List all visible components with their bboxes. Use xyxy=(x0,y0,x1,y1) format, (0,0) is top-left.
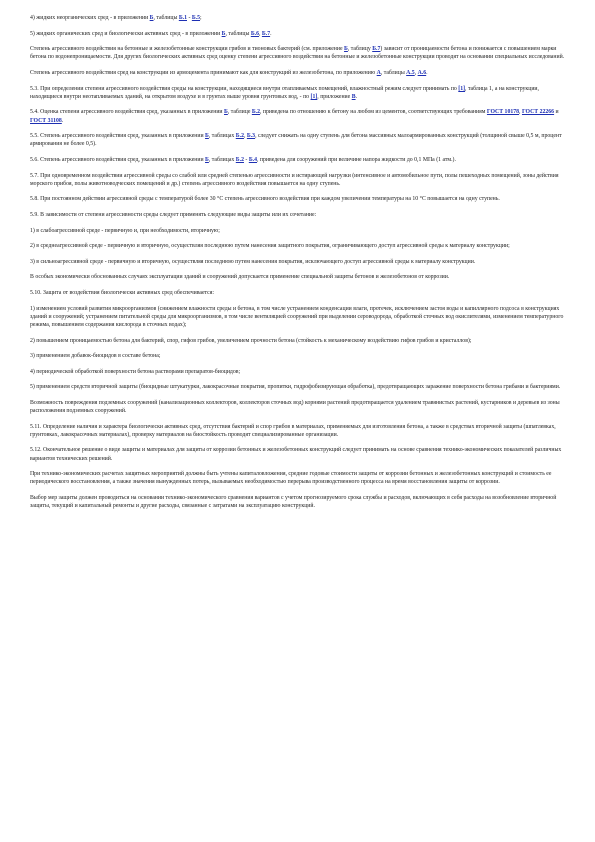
paragraph xyxy=(30,30,570,38)
paragraph xyxy=(30,273,570,281)
paragraph xyxy=(30,368,570,376)
paragraph-text: Выбор мер защиты должен проводиться на основании технико-экономического сравнения вариантов с учетом прогнозируемого срока службы и расходов, включающих в себя расходы на возобновление вторичной защиты, текущий и капитальный ремонты и другие расходы, связанные с затратами на эксплуатацию конструкций. xyxy=(30,495,557,510)
paragraph-text: 3) в сильноагрессивной среде - первичную и вторичную, осуществляя последнюю путем нанесения покрытия, исключающего доступ агрессивной среды к материалу конструкции. xyxy=(30,258,476,265)
paragraph-text: 5.11. Определение наличия и характера биологически активных сред, отсутствия бактерий и спор грибов в материалах, применяемых для изготовления бетона, а также в средствах вторичной защиты (шпатлевках, грунтовках, лакокрасочных материалах), проверку материалов на биостойкость проводят специализированные организации. xyxy=(30,423,556,438)
paragraph xyxy=(30,399,570,415)
reference-link[interactable]: [1] xyxy=(310,93,318,100)
paragraph-text: , приведена по отношению к бетону на любом из цементов, соответствующих требованиям xyxy=(260,109,487,116)
reference-link[interactable]: Б.5 xyxy=(191,15,201,21)
paragraph-text: 5.7. При одновременном воздействии агрессивной среды со слабой или средней степенью агрессивности и истирающей нагрузки (интенсивное и автомобильное пути, полы пешеходных помещений, зоны действия морского прибоя, полы животноводческих помещений и др.) степень агрессивного воздействия повышается на одну ступень. xyxy=(30,172,559,187)
reference-link[interactable]: Б xyxy=(205,133,209,140)
paragraph-text: 5.8. При постоянном действии агрессивной среды с температурой более 30 °C степень агрессивного воздействия при каждом увеличении температуры на 10 °C повышается на одну ступень. xyxy=(30,196,500,203)
paragraph-text: 5) применением средств вторичной защиты (биоцидные штукатурки, лакокрасочные покрытия, пропитки, гидрофобизирующая обработка), предотвращающих заражение поверхности бетона грибами и бактериями. xyxy=(30,384,561,391)
reference-link[interactable]: [1] xyxy=(458,85,466,92)
paragraph-text: Возможность повреждения подземных сооружений (канализационных коллекторов, коллекторов сточных вод) корнями растений предотвращается удалением травянистых растений, кустарников и деревьев из зоны расположения подземных сооружений. xyxy=(30,399,560,415)
paragraph xyxy=(30,242,570,250)
paragraph-text: В особых экономически обоснованных случаях эксплуатации зданий и сооружений допускается применение специальной защиты бетонов и железобетонов от коррозии. xyxy=(30,274,450,281)
paragraph xyxy=(30,258,570,266)
reference-link[interactable]: Б.1 xyxy=(178,15,187,21)
paragraph-text: и xyxy=(554,109,559,116)
paragraph-text: При технико-экономических расчетах защитных мероприятий должны быть учтены капиталовложения, средние годовые стоимости защиты от коррозии бетонных и железобетонных конструкций и стоимость ее периодического восстановления, а также значения вынужденных потерь, вызываемых необходимостью перерыва производственного процесса на время восстановления защиты от коррозии. xyxy=(30,471,552,486)
paragraph xyxy=(30,494,570,510)
paragraph xyxy=(30,108,570,124)
paragraph-text: 5.10. Защита от воздействия биологически активных сред обеспечивается: xyxy=(30,289,214,296)
paragraph-text: . xyxy=(355,93,358,100)
paragraph-text: , таблицы xyxy=(225,30,251,37)
reference-link[interactable]: Б xyxy=(221,30,226,37)
paragraph-text: ; xyxy=(200,15,202,21)
paragraph xyxy=(30,423,570,439)
paragraph-text: 1) в слабоагрессивной среде - первичную и, при необходимости, вторичную; xyxy=(30,227,220,234)
reference-link[interactable]: Б.2 xyxy=(251,109,261,116)
paragraph xyxy=(30,446,570,462)
paragraph-text: 2) повышением проницаемостью бетона для бактерий, спор, гифов грибов, увеличением прочности бетона (стойкость к механическому воздействию гифов грибов и кристаллов); xyxy=(30,337,472,344)
paragraph-text: 4) периодической обработкой поверхности бетона растворами препаратов-биоцидов; xyxy=(30,368,241,375)
reference-link[interactable]: Б xyxy=(344,46,348,53)
paragraph-text: , xyxy=(259,30,262,37)
paragraph-text: , xyxy=(243,133,247,140)
paragraph-text: - xyxy=(187,15,192,21)
document-page xyxy=(30,14,570,518)
paragraph-text: , таблицах xyxy=(208,133,236,140)
paragraph-text: , таблица 1, а на конструкции, находящиеся внутри неотапливаемых зданий, на открытом воздухе и в грунтах выше уровня грунтовых вод, - по xyxy=(30,85,539,100)
paragraph xyxy=(30,352,570,360)
paragraph xyxy=(30,172,570,188)
paragraph-text: ) зависит от проницаемости бетона и понижается с повышением марки бетона по водонепроницаемости. Для других биологических активных сред оценку степени агрессивного воздействия на бетонные и железобетонные конструкции проводят на основании специальных исследований. xyxy=(30,46,565,61)
paragraph xyxy=(30,69,570,77)
paragraph-text: . xyxy=(270,30,272,37)
reference-link[interactable]: А xyxy=(376,69,381,76)
paragraph xyxy=(30,337,570,345)
paragraph-text: , таблице xyxy=(227,109,252,116)
paragraph xyxy=(30,195,570,203)
paragraph-text: , приведена для сооружений при величине напора жидкости до 0,1 МПа (1 атм.). xyxy=(257,156,456,163)
paragraph xyxy=(30,132,570,148)
paragraph-text: 3) применением добавок-биоцидов в составе бетона; xyxy=(30,353,161,360)
reference-link[interactable]: Б xyxy=(205,156,209,163)
paragraph xyxy=(30,14,570,22)
reference-link[interactable]: В xyxy=(351,93,356,100)
paragraph-text: 5.9. В зависимости от степени агрессивности среды следует применять следующие виды защиты или их сочетание: xyxy=(30,211,317,218)
reference-link[interactable]: Б.6 xyxy=(250,30,259,37)
reference-link[interactable]: Б.3 xyxy=(246,133,256,140)
paragraph-text: . xyxy=(61,117,64,124)
paragraph-text: 5.4. Оценка степени агрессивного воздействия сред, указанных в приложении xyxy=(30,109,224,116)
paragraph xyxy=(30,383,570,391)
paragraph xyxy=(30,156,570,164)
reference-link[interactable]: Б.7 xyxy=(261,30,271,37)
paragraph xyxy=(30,85,570,101)
paragraph-text: . xyxy=(426,69,428,76)
paragraph-text: 5.5. Степень агрессивного воздействия сред, указанных в приложении xyxy=(30,133,206,140)
paragraph-text: 5) жидких органических сред и биологически активных сред - в приложении xyxy=(30,30,222,37)
paragraph xyxy=(30,305,570,330)
paragraph-text: , таблицы xyxy=(380,69,407,76)
paragraph xyxy=(30,470,570,486)
reference-link[interactable]: Б.2 xyxy=(235,133,244,140)
paragraph xyxy=(30,289,570,297)
reference-link[interactable]: А.5 xyxy=(406,69,415,76)
paragraph-text: , следует снижать на одну ступень для бетона массивных малоармированных конструкций (толщиной свыше 0,5 м, процент армирования не более 0,5). xyxy=(30,133,562,148)
paragraph-text: 5.6. Степень агрессивного воздействия сред, указанных в приложении xyxy=(30,156,206,163)
reference-link[interactable]: ГОСТ 10178 xyxy=(486,109,520,116)
paragraph-text: - xyxy=(243,156,249,163)
paragraph-text: , таблицах xyxy=(208,156,236,163)
reference-link[interactable]: Б.2 xyxy=(235,156,244,163)
paragraph-text: , приложение xyxy=(317,93,352,100)
paragraph-text: , таблицу xyxy=(347,46,373,53)
paragraph-text: , xyxy=(519,109,522,116)
paragraph xyxy=(30,211,570,219)
reference-link[interactable]: ГОСТ 22266 xyxy=(521,109,555,116)
reference-link[interactable]: Б.4 xyxy=(248,156,257,163)
reference-link[interactable]: А.6 xyxy=(417,69,427,76)
paragraph xyxy=(30,227,570,235)
reference-link[interactable]: ГОСТ 31108 xyxy=(30,117,62,124)
paragraph-text: 5.12. Окончательное решение о виде защиты и материалах для защиты от коррозии бетонных и железобетонных конструкций следует принимать на основе сравнения технико-экономических показателей различных вариантов технических решений. xyxy=(30,447,562,462)
reference-link[interactable]: Б xyxy=(149,15,154,21)
paragraph-text: 4) жидких неорганических сред - в приложении xyxy=(30,15,150,21)
paragraph-text: , xyxy=(414,69,418,76)
paragraph-text: Степень агрессивного воздействия сред на конструкции из армоцемента принимают как для конструкций из железобетона, по приложению xyxy=(30,69,377,76)
paragraph-text: 1) изменением условий развития микроорганизмов (снижением влажности среды и бетона, в том числе устранением конденсации влаги, протечек, исключением застоя воды и капиллярного подсоса в конструкциях зданий и сооружений; устранением питательной среды для микроорганизмов, в том числе вентиляцией сооружений при выделении сероводорода, обработкой сточных вод окислителями, изменением температурного режима, повышением содержания кислорода в сточных водах); xyxy=(30,305,564,328)
paragraph-text: Степень агрессивного воздействия на бетонные и железобетонные конструкции грибов и тионовых бактерий (см. приложение xyxy=(30,46,345,53)
reference-link[interactable]: Б.7 xyxy=(372,46,381,53)
paragraph xyxy=(30,45,570,61)
paragraph-text: 2) в среднеагрессивной среде - первичную и вторичную, осуществляя последнюю путем нанесения защитного покрытия, ограничивающего доступ агрессивной среды к материалу конструкции; xyxy=(30,243,510,250)
reference-link[interactable]: Б xyxy=(224,109,228,116)
paragraph-text: 5.3. При определении степени агрессивного воздействия среды на конструкции, находящиеся внутри отапливаемых помещений, влажностный режим следует принимать по xyxy=(30,85,459,92)
paragraph-text: , таблицы xyxy=(153,15,179,21)
